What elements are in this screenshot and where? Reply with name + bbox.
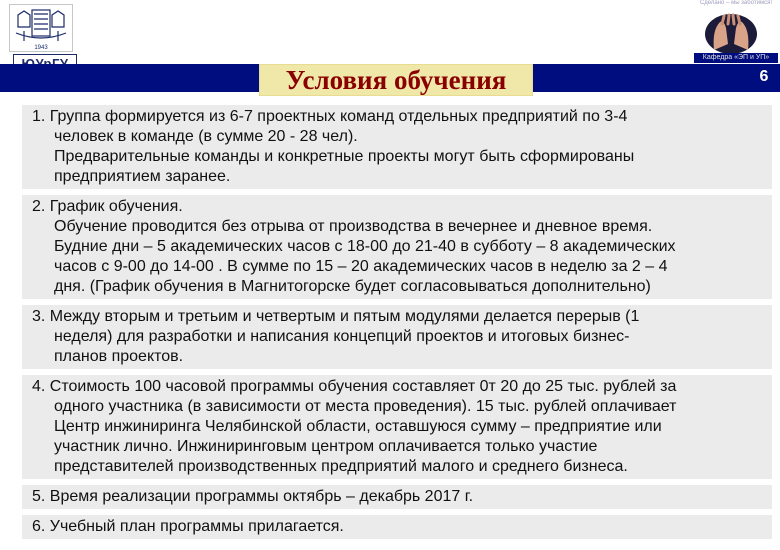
- item-text: 3. Между вторым и третьим и четвертым и пятым модулями делается перерыв (1: [32, 308, 640, 325]
- item-text: неделя) для разработки и написания концепций проектов и итоговых бизнес-: [54, 328, 630, 345]
- item-text: 5. Время реализации программы октябрь – декабрь 2017 г.: [32, 488, 474, 505]
- item-text: 4. Стоимость 100 часовой программы обучения составляет 0т 20 до 25 тыс. рублей за: [32, 378, 677, 395]
- item-text: дня. (График обучения в Магнитогорске будет согласовываться дополнительно): [54, 278, 651, 295]
- item-text: 1. Группа формируется из 6-7 проектных команд отдельных предприятий по 3-4: [32, 108, 628, 125]
- list-item: [22, 485, 772, 509]
- item-text: Будние дни – 5 академических часов с 18-00 до 21-40 в субботу – 8 академических: [54, 238, 676, 255]
- hands-icon: [702, 10, 760, 56]
- item-text: одного участника (в зависимости от места проведения). 15 тыс. рублей оплачивает: [54, 398, 677, 415]
- item-text: участник лично. Инжиниринговым центром оплачивается только участие: [54, 438, 598, 455]
- university-logo: [5, 4, 79, 72]
- item-text: часов с 9-00 до 14-00 . В сумме по 15 – 20 академических часов в неделю за 2 – 4: [54, 258, 668, 275]
- department-logo: [690, 0, 778, 64]
- conditions-list: [22, 105, 772, 545]
- department-slogan: Сделано – мы заботимся!: [699, 0, 773, 6]
- item-text: человек в команде (в сумме 20 - 28 чел).: [54, 128, 358, 145]
- item-text: представителей производственных предприятий малого и среднего бизнеса.: [54, 458, 628, 475]
- list-item: [22, 375, 772, 479]
- logo-year: 1943: [34, 45, 48, 51]
- list-item: [22, 515, 772, 539]
- item-text: Предварительные команды и конкретные проекты могут быть сформированы: [54, 148, 635, 165]
- item-text: Обучение проводится без отрыва от производства в вечернее и дневное время.: [54, 218, 653, 235]
- item-text: Центр инжиниринга Челябинской области, оставшуюся сумму – предприятие или: [54, 418, 662, 435]
- list-item: [22, 105, 772, 189]
- list-item: [22, 305, 772, 369]
- item-text: предприятием заранее.: [54, 168, 231, 185]
- department-caption: Кафедра «ЭП и УП»: [694, 53, 778, 63]
- slide-number: 6: [759, 68, 769, 85]
- list-item: [22, 195, 772, 299]
- item-text: планов проектов.: [54, 348, 184, 365]
- item-text: 6. Учебный план программы прилагается.: [32, 518, 344, 535]
- page-title: Условия обучения: [259, 64, 533, 96]
- item-text: 2. График обучения.: [32, 198, 183, 215]
- university-emblem-icon: [9, 4, 73, 52]
